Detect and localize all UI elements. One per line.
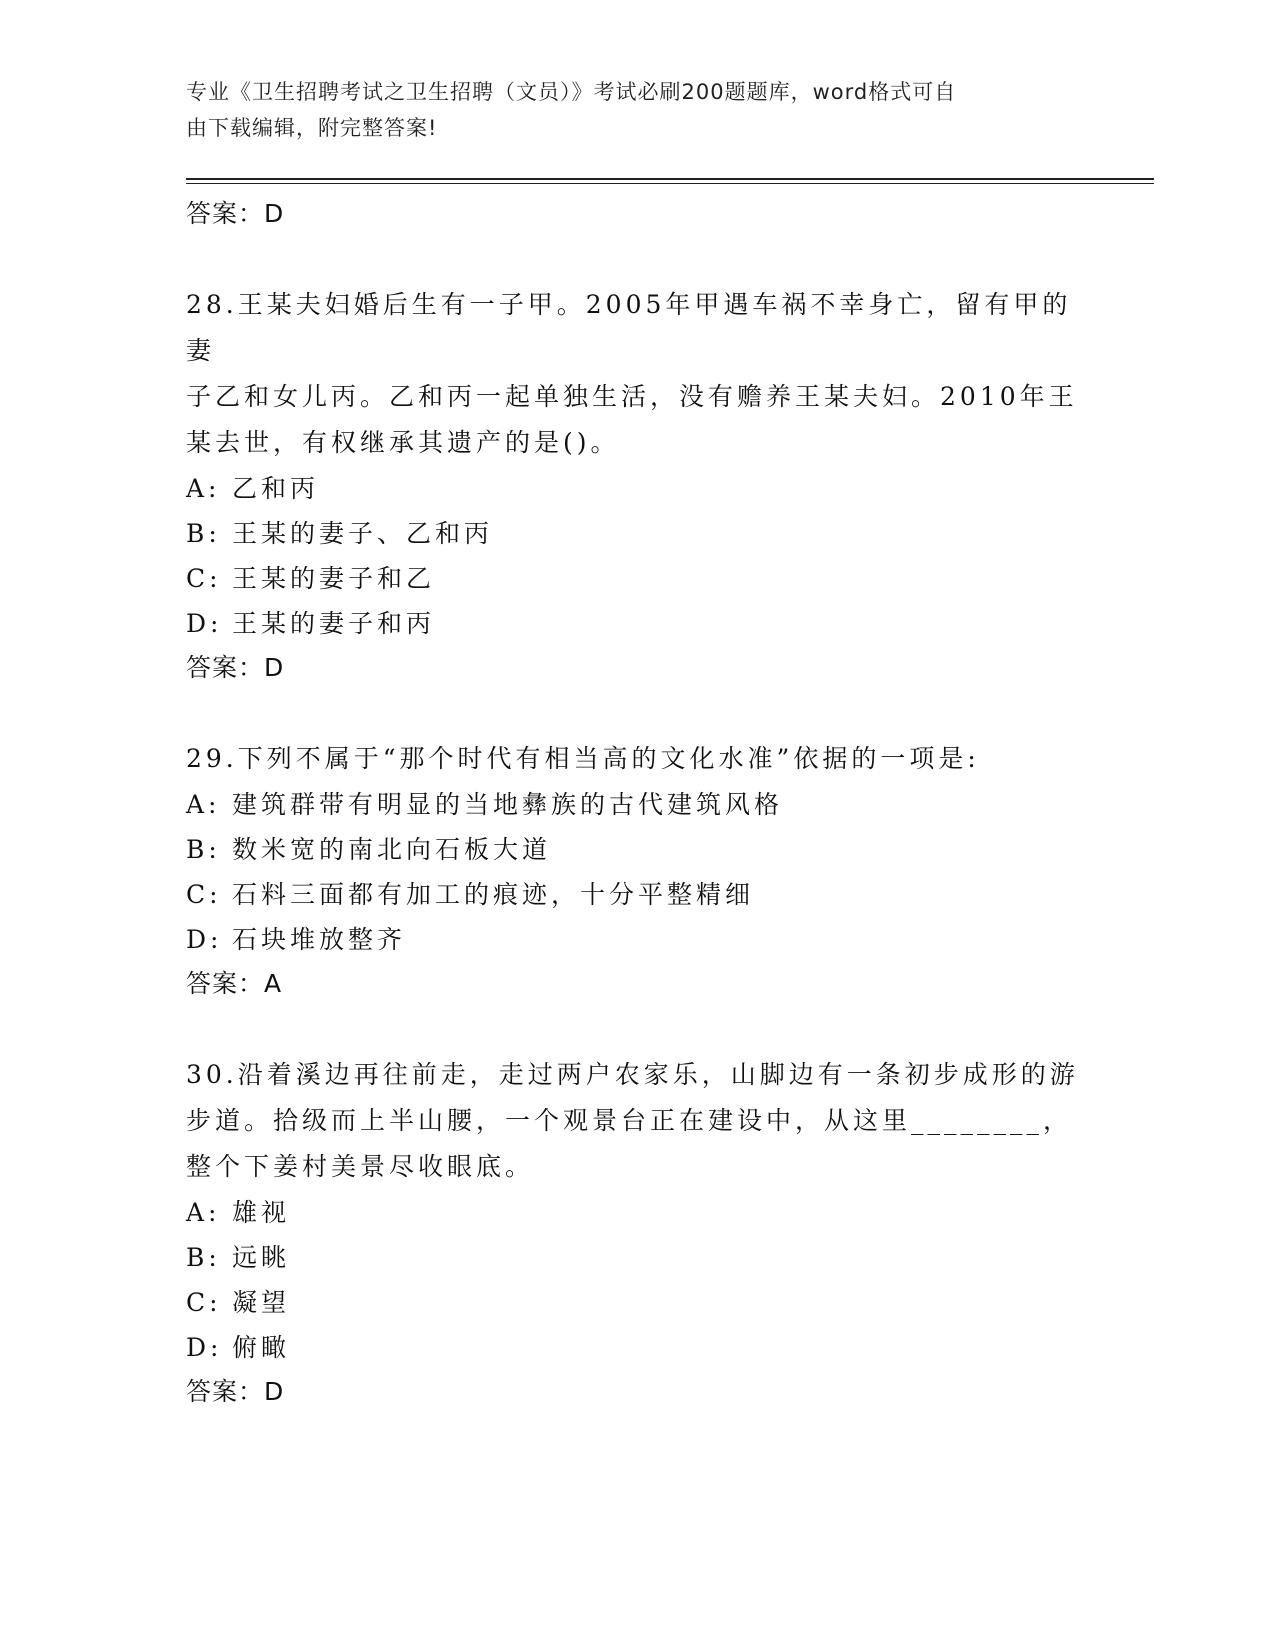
question-30: [186, 1052, 1086, 1414]
question-text: [186, 282, 1086, 466]
option-b: [186, 827, 1086, 872]
option-key: D:: [186, 609, 223, 638]
header-divider-thick: [186, 178, 1154, 180]
option-c: [186, 872, 1086, 917]
header-divider-thin: [186, 183, 1154, 184]
option-key: B:: [186, 519, 221, 548]
option-key: A:: [186, 790, 221, 819]
question-line: 子乙和女儿丙。乙和丙一起单独生活，没有赡养王某夫妇。2010年王: [186, 382, 1078, 411]
header-line-2: 由下载编辑，附完整答案!: [186, 116, 438, 140]
option-text: 数米宽的南北向石板大道: [232, 835, 552, 864]
option-key: C:: [186, 564, 222, 593]
option-a: [186, 466, 1086, 511]
question-line: 步道。拾级而上半山腰，一个观景台正在建设中，从这里________，: [186, 1106, 1073, 1135]
option-c: [186, 1280, 1086, 1325]
option-text: 王某的妻子和乙: [232, 564, 436, 593]
option-key: B:: [186, 835, 221, 864]
option-d: [186, 1325, 1086, 1370]
question-text: [186, 1052, 1086, 1190]
option-text: 雄视: [232, 1198, 291, 1227]
option-d: [186, 917, 1086, 962]
option-d: [186, 601, 1086, 646]
document-body: [186, 188, 1086, 1414]
answer-28: 答案：D: [186, 653, 285, 682]
answer-30: 答案：D: [186, 1377, 285, 1406]
question-28: [186, 282, 1086, 690]
question-line: 28.王某夫妇婚后生有一子甲。2005年甲遇车祸不幸身亡，留有甲的妻: [186, 290, 1072, 365]
option-b: [186, 1235, 1086, 1280]
option-b: [186, 511, 1086, 556]
option-text: 石块堆放整齐: [232, 925, 407, 954]
question-line: 某去世，有权继承其遗产的是()。: [186, 428, 620, 457]
option-text: 石料三面都有加工的痕迹，十分平整精细: [232, 880, 755, 909]
option-text: 俯瞰: [232, 1333, 291, 1362]
question-29: [186, 736, 1086, 1006]
option-key: D:: [186, 1333, 223, 1362]
answer-29: 答案：A: [186, 969, 283, 998]
option-text: 建筑群带有明显的当地彝族的古代建筑风格: [232, 790, 784, 819]
header-line-1: 专业《卫生招聘考试之卫生招聘（文员）》考试必刷200题题库，word格式可自: [186, 80, 957, 104]
option-text: 王某的妻子、乙和丙: [232, 519, 494, 548]
option-text: 乙和丙: [232, 474, 320, 503]
option-c: [186, 556, 1086, 601]
question-line: 整个下姜村美景尽收眼底。: [186, 1152, 535, 1181]
answer-27: 答案：D: [186, 199, 285, 228]
option-key: A:: [186, 1198, 221, 1227]
option-a: [186, 1190, 1086, 1235]
option-key: D:: [186, 925, 223, 954]
option-a: [186, 782, 1086, 827]
option-key: C:: [186, 880, 222, 909]
question-line: 30.沿着溪边再往前走，走过两户农家乐，山脚边有一条初步成形的游: [186, 1060, 1079, 1089]
question-line: 29.下列不属于“那个时代有相当高的文化水准”依据的一项是:: [186, 744, 980, 773]
option-key: B:: [186, 1243, 221, 1272]
option-text: 王某的妻子和丙: [232, 609, 436, 638]
document-header: [186, 74, 1066, 146]
question-text: [186, 736, 1086, 782]
option-key: A:: [186, 474, 221, 503]
option-text: 远眺: [232, 1243, 291, 1272]
option-key: C:: [186, 1288, 222, 1317]
option-text: 凝望: [232, 1288, 291, 1317]
